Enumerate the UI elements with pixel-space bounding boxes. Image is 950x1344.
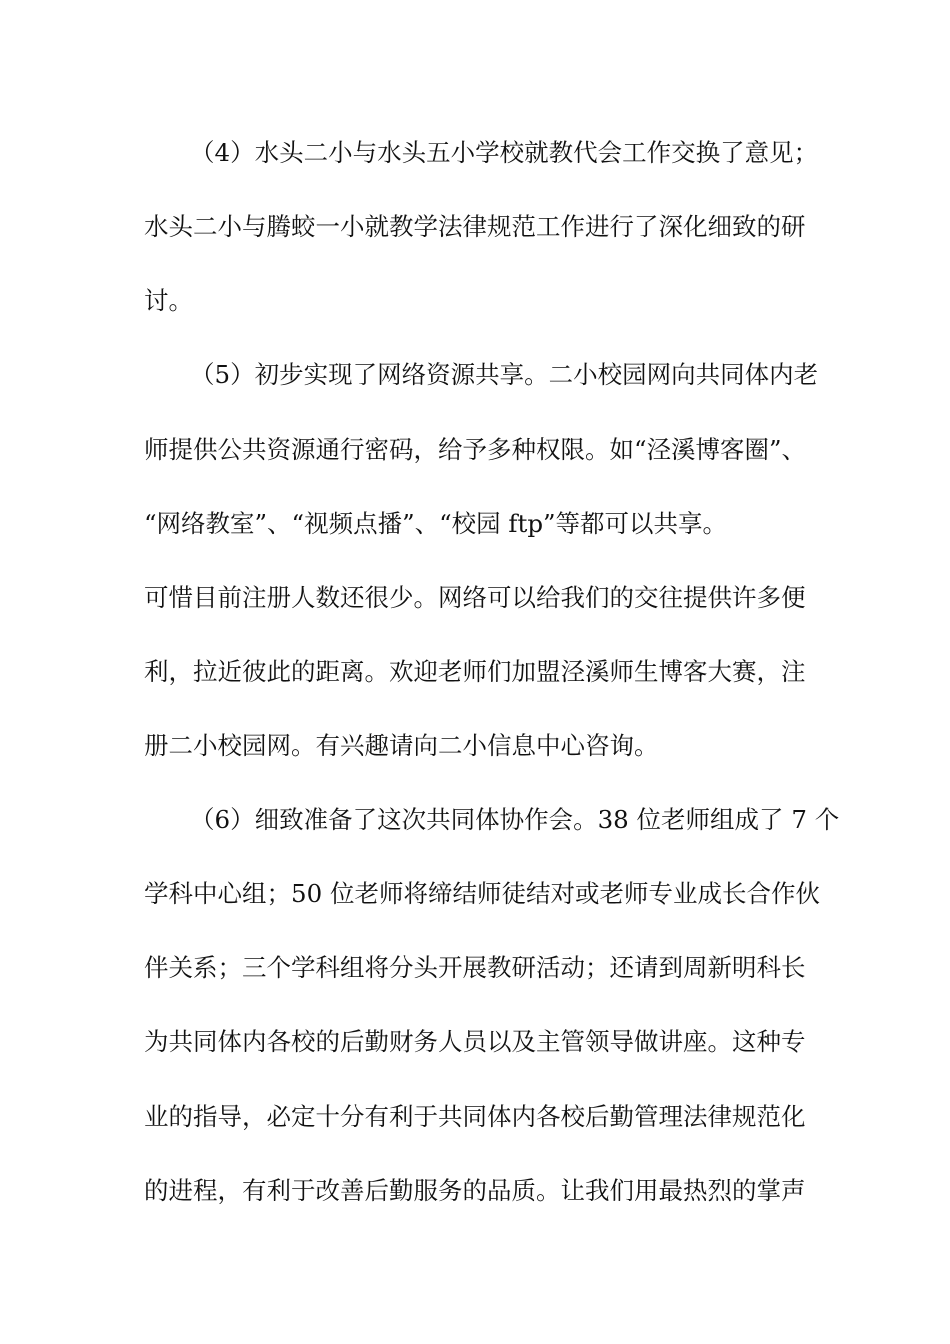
paragraph-4-line-3: 讨。 [144,286,193,315]
paragraph-6-line-6: 的进程，有利于改善后勤服务的品质。让我们用最热烈的掌声 [144,1176,806,1205]
paragraph-6-line-4: 为共同体内各校的后勤财务人员以及主管领导做讲座。这种专 [144,1027,806,1056]
paragraph-4-line-2: 水头二小与腾蛟一小就教学法律规范工作进行了深化细致的研 [144,212,806,241]
paragraph-4-line-1: （4）水头二小与水头五小学校就教代会工作交换了意见； [190,138,819,167]
paragraph-5-line-5: 利，拉近彼此的距离。欢迎老师们加盟泾溪师生博客大赛，注 [144,657,806,686]
paragraph-6-line-1: （6）细致准备了这次共同体协作会。38 位老师组成了 7 个 [190,805,840,834]
paragraph-6-line-5: 业的指导，必定十分有利于共同体内各校后勤管理法律规范化 [144,1102,806,1131]
paragraph-6-line-3: 伴关系；三个学科组将分头开展教研活动；还请到周新明科长 [144,953,806,982]
paragraph-5-line-1: （5）初步实现了网络资源共享。二小校园网向共同体内老 [190,360,819,389]
paragraph-5-line-4: 可惜目前注册人数还很少。网络可以给我们的交往提供许多便 [144,583,806,612]
paragraph-5-line-3: “网络教室”、“视频点播”、“校园 ftp”等都可以共享。 [144,509,728,538]
paragraph-6-line-2: 学科中心组；50 位老师将缔结师徒结对或老师专业成长合作伙 [144,879,820,908]
paragraph-5-line-2: 师提供公共资源通行密码，给予多种权限。如“泾溪博客圈”、 [144,435,807,464]
paragraph-5-line-6: 册二小校园网。有兴趣请向二小信息中心咨询。 [144,731,659,760]
